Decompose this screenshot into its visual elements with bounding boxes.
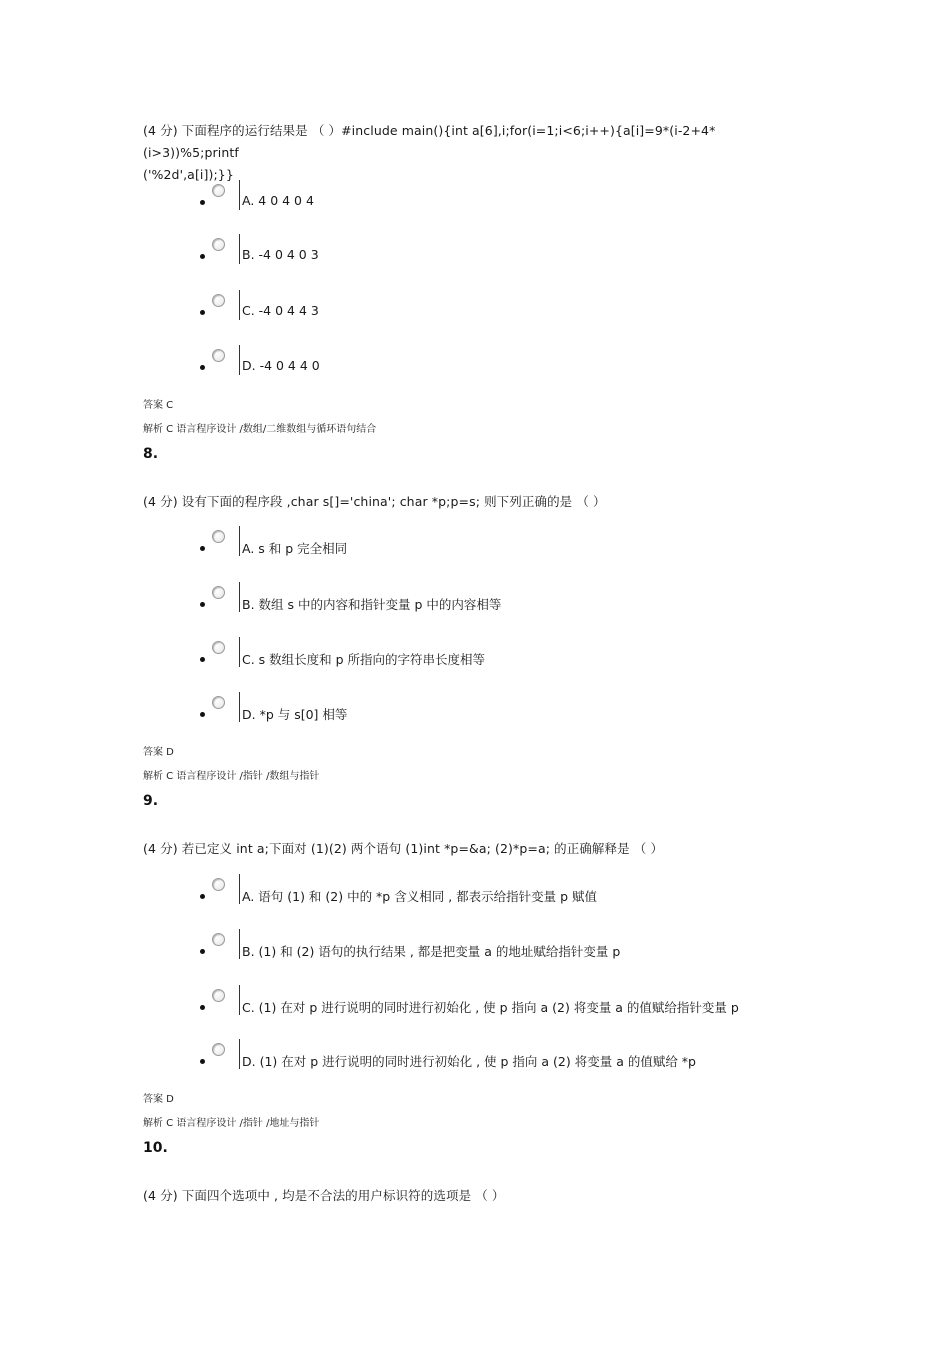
question-9-stem: (4 分) 若已定义 int a;下面对 (1)(2) 两个语句 (1)int *p=&a; (2)*p=a; 的正确解释是 （ ） [143,841,664,856]
question-8-analysis: 解析 C 语言程序设计 /指针 /数组与指针 [143,771,320,782]
question-8-number: 8. [143,446,159,462]
question-9-option-d[interactable] [198,1039,818,1071]
option-divider [239,637,240,667]
bullet-icon [200,949,205,954]
radio-button-icon[interactable] [212,1043,225,1056]
question-7-option-c[interactable] [198,290,818,322]
question-8-option-d[interactable] [198,692,818,724]
option-label: A. 语句 (1) 和 (2) 中的 *p 含义相同 , 都表示给指针变量 p 赋值 [242,889,598,904]
radio-button-icon[interactable] [212,294,225,307]
question-8-option-c[interactable] [198,637,818,669]
option-divider [239,929,240,959]
option-divider [239,874,240,904]
question-7-stem-line-2: ('%2d',a[i]);}} [143,167,234,182]
radio-button-icon[interactable] [212,641,225,654]
option-label: A. 4 0 4 0 4 [242,193,314,208]
option-label: B. (1) 和 (2) 语句的执行结果 , 都是把变量 a 的地址赋给指针变量 p [242,944,621,959]
radio-button-icon[interactable] [212,989,225,1002]
bullet-icon [200,712,205,717]
bullet-icon [200,254,205,259]
bullet-icon [200,602,205,607]
option-label: B. -4 0 4 0 3 [242,247,319,262]
bullet-icon [200,310,205,315]
bullet-icon [200,894,205,899]
option-label: C. (1) 在对 p 进行说明的同时进行初始化 , 使 p 指向 a (2) 将变量 a 的值赋给指针变量 p [242,1000,739,1015]
option-label: A. s 和 p 完全相同 [242,541,348,556]
question-9-option-a[interactable] [198,874,818,906]
question-10-number: 10. [143,1140,168,1156]
radio-button-icon[interactable] [212,184,225,197]
question-7-stem-line-1: (4 分) 下面程序的运行结果是 （ ）#include main(){int a[6],i;for(i=1;i<6;i++){a[i]=9*(i-2+4*(i>3))%5;printf [143,123,716,160]
bullet-icon [200,1059,205,1064]
radio-button-icon[interactable] [212,696,225,709]
question-7-answer: 答案 C [143,400,174,411]
question-7-option-a[interactable] [198,180,818,212]
bullet-icon [200,546,205,551]
question-8-answer: 答案 D [143,747,174,758]
question-10-stem: (4 分) 下面四个选项中 , 均是不合法的用户标识符的选项是 （ ） [143,1188,505,1203]
radio-button-icon[interactable] [212,933,225,946]
radio-button-icon[interactable] [212,586,225,599]
bullet-icon [200,365,205,370]
option-divider [239,692,240,722]
radio-button-icon[interactable] [212,530,225,543]
option-label: D. (1) 在对 p 进行说明的同时进行初始化 , 使 p 指向 a (2) 将变量 a 的值赋给 *p [242,1054,696,1069]
radio-button-icon[interactable] [212,349,225,362]
question-9-option-c[interactable] [198,985,818,1017]
option-label: D. *p 与 s[0] 相等 [242,707,348,722]
option-divider [239,985,240,1015]
option-divider [239,290,240,320]
option-label: B. 数组 s 中的内容和指针变量 p 中的内容相等 [242,597,502,612]
question-8-option-a[interactable] [198,526,818,558]
question-9-answer: 答案 D [143,1094,174,1105]
question-7-stem [143,120,803,186]
question-9-number: 9. [143,793,159,809]
option-divider [239,345,240,375]
option-divider [239,526,240,556]
bullet-icon [200,1005,205,1010]
radio-button-icon[interactable] [212,878,225,891]
question-8-stem: (4 分) 设有下面的程序段 ,char s[]='china'; char *p;p=s; 则下列正确的是 （ ） [143,494,606,509]
radio-button-icon[interactable] [212,238,225,251]
option-divider [239,1039,240,1069]
question-9-option-b[interactable] [198,929,818,961]
option-divider [239,234,240,264]
option-divider [239,180,240,210]
question-7-analysis: 解析 C 语言程序设计 /数组/二维数组与循环语句结合 [143,424,377,435]
bullet-icon [200,200,205,205]
question-7-option-b[interactable] [198,234,818,266]
question-8-option-b[interactable] [198,582,818,614]
option-label: C. -4 0 4 4 3 [242,303,319,318]
question-7-option-d[interactable] [198,345,818,377]
option-divider [239,582,240,612]
bullet-icon [200,657,205,662]
option-label: D. -4 0 4 4 0 [242,358,320,373]
option-label: C. s 数组长度和 p 所指向的字符串长度相等 [242,652,486,667]
question-9-analysis: 解析 C 语言程序设计 /指针 /地址与指针 [143,1118,320,1129]
